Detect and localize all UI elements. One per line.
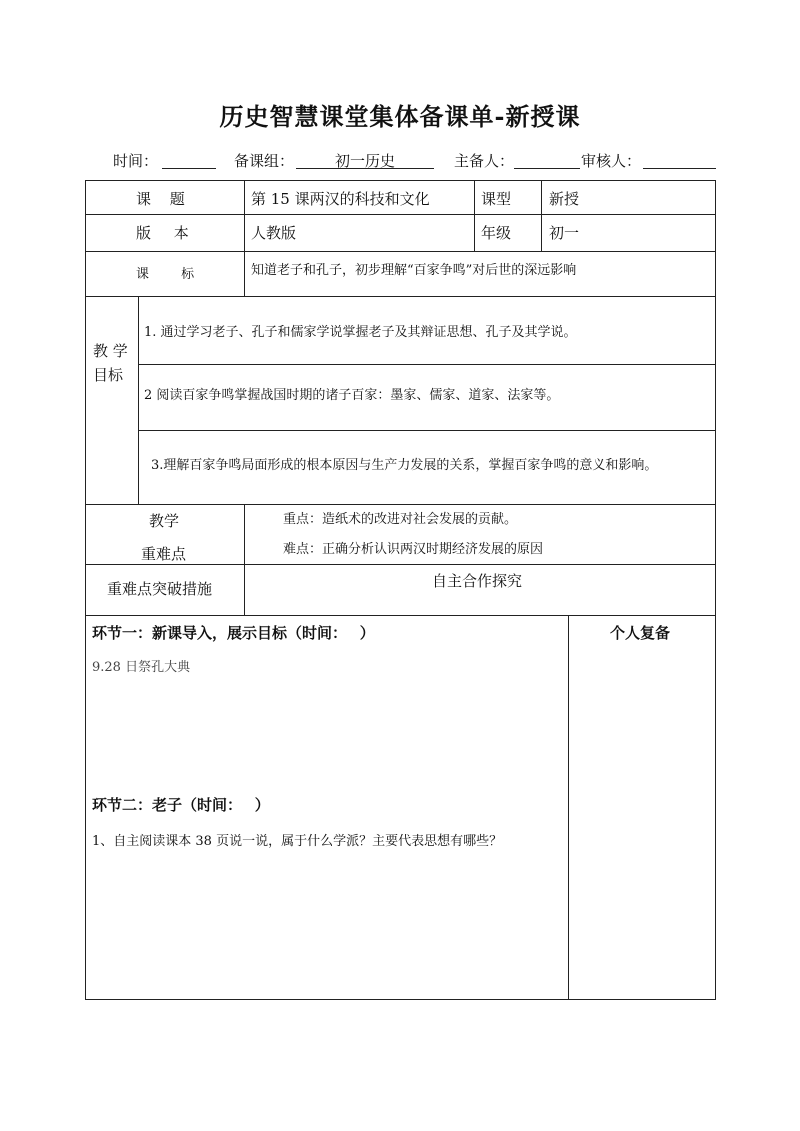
personal-prep-header: 个人复备 [610, 624, 671, 642]
keypoints-label-line2: 重难点 [141, 545, 187, 563]
objective-item-2: 2 阅读百家争鸣掌握战国时期的诸子百家：墨家、儒家、道家、法家等。 [144, 388, 560, 403]
edition-label: 版 本 [136, 224, 189, 242]
section2-text: 1、自主阅读课本 38 页说一说，属于什么学派？主要代表思想有哪些？ [92, 834, 503, 849]
time-underline [162, 168, 216, 169]
group-label: 备课组： [234, 152, 295, 170]
reviewer-underline [643, 168, 716, 169]
section2-title: 环节二：老子（时间： ） [92, 796, 270, 814]
key-difficulty: 难点：正确分析认识两汉时期经济发展的原因 [283, 542, 544, 557]
reviewer-label: 审核人： [581, 152, 642, 170]
group-value: 初一历史 [334, 152, 395, 170]
type-value: 新授 [549, 190, 580, 208]
section1-text: 9.28 日祭孔大典 [92, 660, 191, 675]
preparer-label: 主备人： [454, 152, 515, 170]
type-label: 课型 [481, 190, 512, 208]
group-underline [296, 168, 434, 169]
time-label: 时间： [113, 152, 159, 170]
edition-value: 人教版 [251, 224, 297, 242]
objective-item-3: 3.理解百家争鸣局面形成的根本原因与生产力发展的关系，掌握百家争鸣的意义和影响。 [151, 458, 658, 473]
preparer-underline [514, 168, 580, 169]
objectives-label-line1: 教 学 [93, 342, 128, 360]
standard-value: 知道老子和孔子，初步理解“百家争鸣”对后世的深远影响 [251, 263, 577, 278]
keypoints-label-line1: 教学 [149, 512, 180, 530]
topic-value: 第 15 课两汉的科技和文化 [251, 190, 430, 208]
section1-title: 环节一：新课导入，展示目标（时间： ） [92, 624, 375, 642]
objectives-label-line2: 目标 [93, 366, 124, 384]
grade-label: 年级 [481, 224, 512, 242]
key-focus: 重点：造纸术的改进对社会发展的贡献。 [283, 512, 518, 527]
objective-item-1: 1. 通过学习老子、孔子和儒家学说掌握老子及其辩证思想、孔子及其学说。 [144, 325, 577, 340]
page-title: 历史智慧课堂集体备课单-新授课 [219, 102, 581, 131]
topic-label: 课 题 [136, 190, 185, 208]
standard-label: 课 标 [136, 267, 195, 282]
measures-value: 自主合作探究 [432, 572, 523, 590]
measures-label: 重难点突破措施 [107, 580, 213, 598]
grade-value: 初一 [549, 224, 580, 242]
